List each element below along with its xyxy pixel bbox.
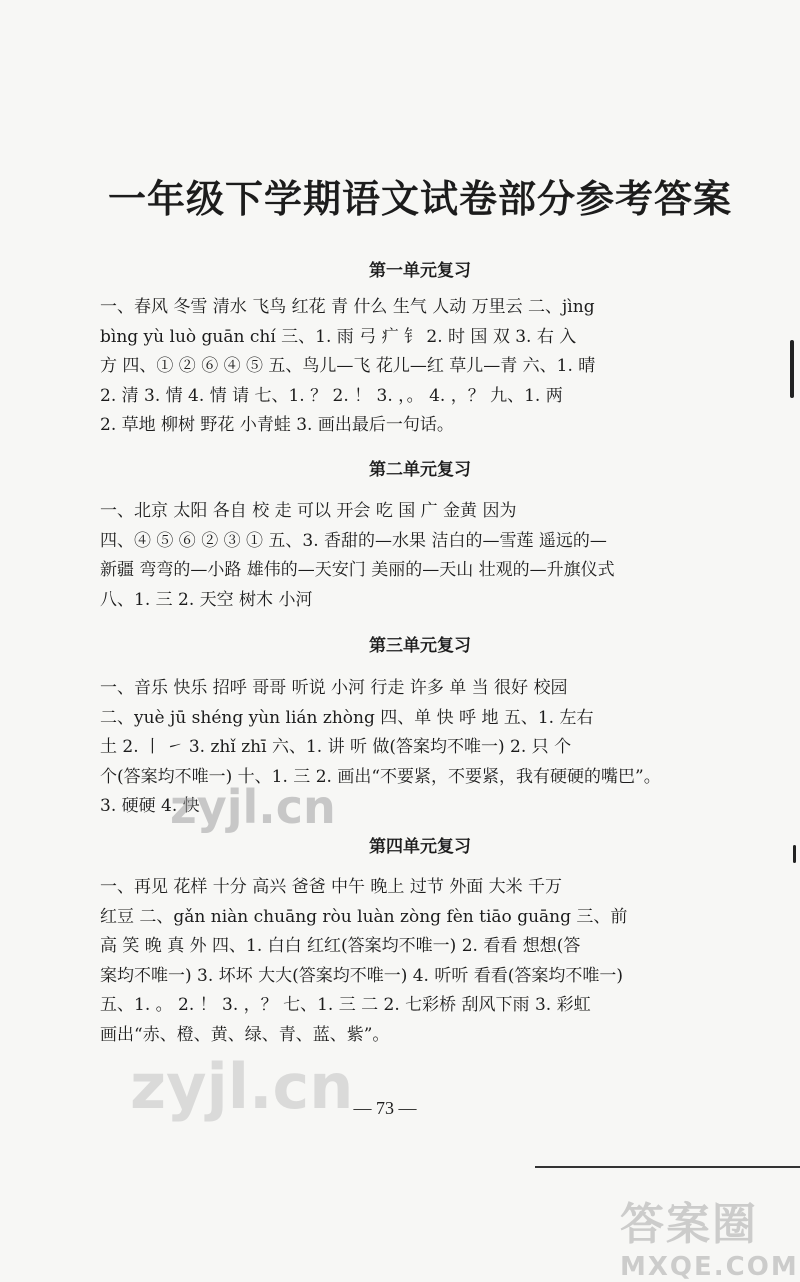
watermark-logo-en: MXQE.COM bbox=[620, 1252, 799, 1282]
watermark-text: zyjl.cn bbox=[170, 780, 336, 834]
footer-rule bbox=[535, 1166, 800, 1168]
answer-line: 2. 草地 柳树 野花 小青蛙 3. 画出最后一句话。 bbox=[100, 415, 454, 435]
answer-line: 土 2. 丨 ㇀ 3. zhǐ zhī 六、1. 讲 听 做(答案均不唯一) 2. 只 个 bbox=[100, 737, 572, 757]
answer-line: 画出“赤、橙、黄、绿、青、蓝、紫”。 bbox=[100, 1024, 390, 1045]
watermark-logo-cn: 答案圈 bbox=[620, 1199, 758, 1250]
section-body-2 bbox=[100, 497, 740, 615]
scan-edge-mark bbox=[790, 340, 794, 398]
answer-line: 一、再见 花样 十分 高兴 爸爸 中午 晚上 过节 外面 大米 千万 bbox=[100, 877, 563, 897]
answer-line: 2. 清 3. 情 4. 情 请 七、1. ？ 2. ！ 3. ，。 4. ，？ 九、1. 两 bbox=[100, 385, 563, 406]
section-heading-2: 第二单元复习 bbox=[369, 460, 471, 480]
section-heading-4: 第四单元复习 bbox=[369, 837, 471, 857]
section-heading-1: 第一单元复习 bbox=[369, 261, 471, 281]
answer-line: 一、北京 太阳 各自 校 走 可以 开会 吃 国 广 金黄 因为 bbox=[100, 501, 517, 521]
watermark-text: zyjl.cn bbox=[130, 1050, 354, 1123]
section-body-4 bbox=[100, 873, 740, 1050]
answer-line: 红豆 二、gǎn niàn chuāng ròu luàn zòng fèn tiāo guāng 三、前 bbox=[100, 906, 628, 927]
answer-line: 二、yuè jū shéng yùn lián zhòng 四、单 快 呼 地 五、1. 左右 bbox=[100, 707, 594, 728]
watermark-logo bbox=[620, 1188, 799, 1282]
answer-line: 3. 硬硬 4. 快 bbox=[100, 796, 200, 816]
answer-line: bìng yù luò guān chí 三、1. 雨 弓 疒 钅 2. 时 国 双 3. 右 入 bbox=[100, 326, 577, 347]
answer-line: 一、春风 冬雪 清水 飞鸟 红花 青 什么 生气 人动 万里云 二、jìng bbox=[100, 297, 595, 317]
answer-line: 新疆 弯弯的—小路 雄伟的—天安门 美丽的—天山 壮观的—升旗仪式 bbox=[100, 560, 615, 580]
section-heading-3: 第三单元复习 bbox=[369, 636, 471, 656]
answer-line: 八、1. 三 2. 天空 树木 小河 bbox=[100, 589, 313, 610]
section-body-1 bbox=[100, 293, 740, 441]
answer-line: 案均不唯一) 3. 坏坏 大大(答案均不唯一) 4. 听听 看看(答案均不唯一) bbox=[100, 965, 624, 986]
page-number: — 73 — bbox=[353, 1098, 417, 1118]
answer-line: 四、④ ⑤ ⑥ ② ③ ① 五、3. 香甜的—水果 洁白的—雪莲 遥远的— bbox=[100, 530, 607, 551]
scan-edge-mark bbox=[793, 845, 796, 863]
answer-line: 一、音乐 快乐 招呼 哥哥 听说 小河 行走 许多 单 当 很好 校园 bbox=[100, 678, 568, 698]
answer-line: 五、1. 。 2. ！ 3. ，？ 七、1. 三 二 2. 七彩桥 刮风下雨 3. 彩虹 bbox=[100, 995, 591, 1015]
answer-line: 高 笑 晚 真 外 四、1. 白白 红红(答案均不唯一) 2. 看看 想想(答 bbox=[100, 936, 581, 956]
answer-line: 方 四、① ② ⑥ ④ ⑤ 五、鸟儿—飞 花儿—红 草儿—青 六、1. 晴 bbox=[100, 356, 596, 376]
answer-line: 个(答案均不唯一) 十、1. 三 2. 画出“不要紧，不要紧，我有硬硬的嘴巴”。 bbox=[100, 766, 661, 787]
page-title: 一年级下学期语文试卷部分参考答案 bbox=[107, 176, 732, 221]
